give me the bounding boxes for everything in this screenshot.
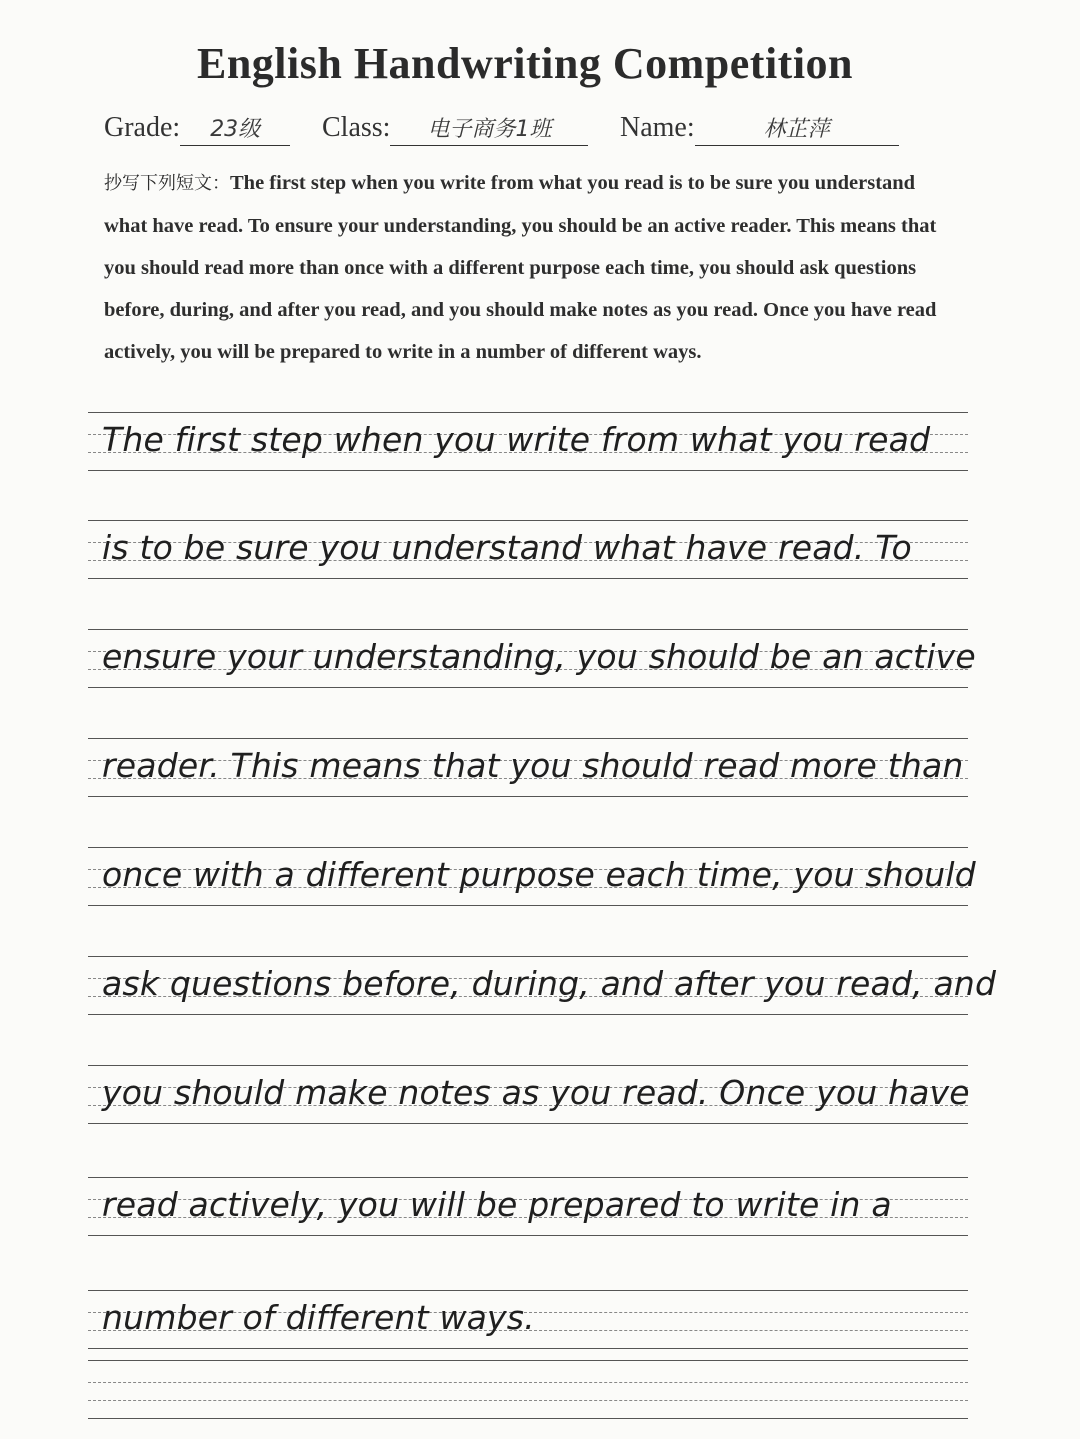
handwritten-line: reader. This means that you should read more than — [102, 746, 964, 785]
handwritten-line: is to be sure you understand what have read. To — [102, 528, 912, 567]
writing-line-2 — [88, 520, 968, 592]
grade-label: Grade: — [104, 112, 181, 143]
prompt-label: 抄写下列短文： — [104, 173, 230, 194]
copy-prompt — [104, 162, 954, 373]
writing-line-3 — [88, 629, 976, 701]
writing-line-6 — [88, 956, 997, 1028]
prompt-text: The first step when you write from what you read is to be sure you understand what have read. To ensure your understanding, you should be an active reader. This means that you should read more than once with a different purpose each time, you should ask questions before, during, and after you read, and you should make notes as you read. Once you have read actively, you will be prepared to write in a number of different ways. — [104, 172, 937, 363]
name-value: 林芷萍 — [695, 115, 899, 146]
grade-field — [104, 112, 290, 146]
handwritten-line: The first step when you write from what you read — [102, 420, 931, 459]
writing-line-9 — [88, 1290, 968, 1362]
name-label: Name: — [620, 112, 695, 143]
grade-value: 23级 — [180, 115, 290, 146]
page-title: English Handwriting Competition — [196, 39, 854, 88]
handwritten-line: ensure your understanding, you should be an active — [102, 637, 976, 676]
class-field — [322, 112, 588, 146]
student-info — [104, 112, 1004, 152]
writing-line-5 — [88, 847, 976, 919]
handwritten-line: you should make notes as you read. Once you have — [102, 1073, 970, 1112]
writing-line-4 — [88, 738, 968, 810]
handwritten-line: read actively, you will be prepared to write in a — [102, 1185, 892, 1224]
writing-line-8 — [88, 1177, 968, 1249]
class-label: Class: — [322, 112, 391, 143]
class-value: 电子商务1班 — [390, 115, 588, 146]
writing-line-10 — [88, 1360, 968, 1432]
writing-line-1 — [88, 412, 968, 484]
handwritten-line: ask questions before, during, and after you read, and — [102, 964, 997, 1003]
writing-line-7 — [88, 1065, 968, 1137]
name-field — [620, 112, 899, 146]
handwritten-line: once with a different purpose each time, you should — [102, 855, 976, 894]
handwritten-line: number of different ways. — [102, 1298, 535, 1337]
